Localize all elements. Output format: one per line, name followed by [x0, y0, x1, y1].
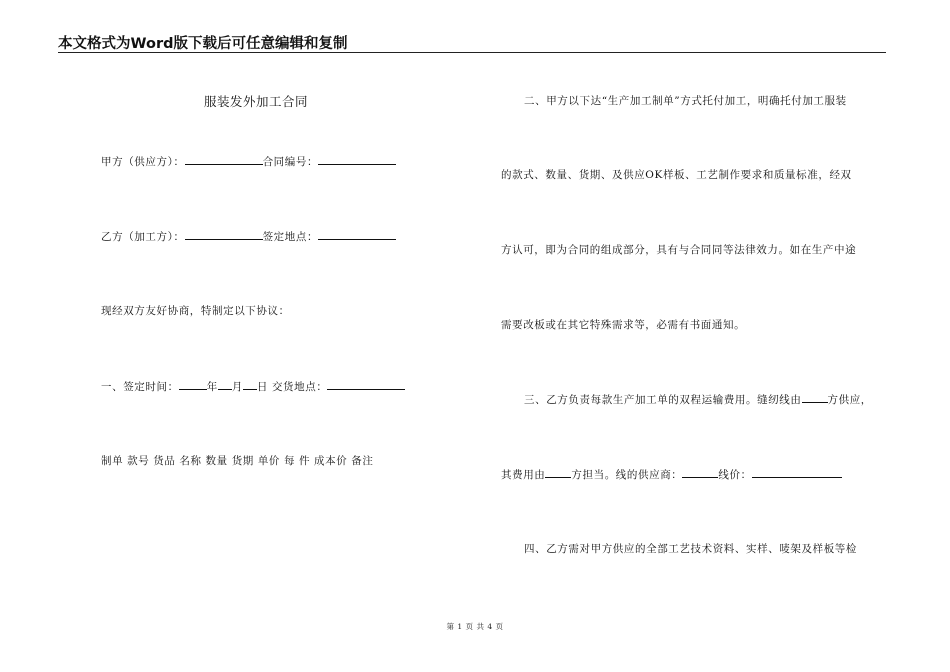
- clause-3-text-a: 三、乙方负责每款生产加工单的双程运输费用。缝纫线由: [524, 394, 802, 406]
- month-blank: [218, 379, 232, 390]
- clause-3-text-c: 其费用由: [501, 469, 546, 481]
- party-b-label: 乙方（加工方）：: [101, 231, 185, 243]
- clause-2-line-3: 方认可，即为合同的组成部分，具有与合同同等法律效力。如在生产中途: [501, 244, 857, 256]
- day-delivery-label: 日 交货地点：: [256, 381, 328, 393]
- header-divider: [58, 52, 886, 53]
- party-b-blank: [185, 229, 263, 240]
- clause-1-prefix: 一、签定时间：: [101, 381, 179, 393]
- clause-2-line-1: 二、甲方以下达“生产加工制单”方式托付加工，明确托付加工服装: [524, 95, 847, 107]
- party-a-line: [101, 154, 396, 169]
- clause-3-line-2: [501, 467, 842, 482]
- day-blank: [243, 379, 257, 390]
- sign-place-label: 签定地点：: [262, 231, 319, 243]
- contract-title: 服装发外加工合同: [204, 94, 309, 109]
- intro-text: 现经双方友好协商，特制定以下协议：: [101, 305, 290, 317]
- table-header-text: 制单 款号 货品 名称 数量 货期 单价 每 件 成本价 备注: [101, 455, 374, 467]
- thread-price-blank: [752, 467, 842, 478]
- year-blank: [179, 379, 207, 390]
- clause-2-line-4: 需要改板或在其它特殊需求等，必需有书面通知。: [501, 319, 746, 331]
- thread-vendor-blank: [682, 467, 718, 478]
- party-a-label: 甲方（供应方）：: [101, 156, 185, 168]
- cost-party-blank: [545, 467, 571, 478]
- clause-3-text-d: 方担当。线的供应商：: [571, 469, 683, 481]
- contract-no-label: 合同编号：: [262, 156, 319, 168]
- thread-supplier-party-blank: [802, 392, 828, 403]
- contract-no-blank: [318, 154, 396, 165]
- document-header: 本文格式为Word版下载后可任意编辑和复制: [58, 36, 348, 52]
- clause-3-text-b: 方供应，: [827, 394, 872, 406]
- thread-price-label: 线价：: [718, 469, 752, 481]
- year-label: 年: [206, 381, 218, 393]
- clause-4-line-1: 四、乙方需对甲方供应的全部工艺技术资料、实样、唛架及样板等检: [524, 543, 857, 555]
- party-a-blank: [185, 154, 263, 165]
- clause-3-line-1: [524, 392, 872, 407]
- delivery-place-blank: [327, 379, 405, 390]
- clause-2-line-2: 的款式、数量、货期、及供应OK样板、工艺制作要求和质量标准，经双: [501, 169, 852, 181]
- sign-place-blank: [318, 229, 396, 240]
- party-b-line: [101, 229, 396, 244]
- month-label: 月: [231, 381, 243, 393]
- page-footer: 第 1 页 共 4 页: [446, 622, 504, 631]
- clause-1-line: [101, 379, 405, 394]
